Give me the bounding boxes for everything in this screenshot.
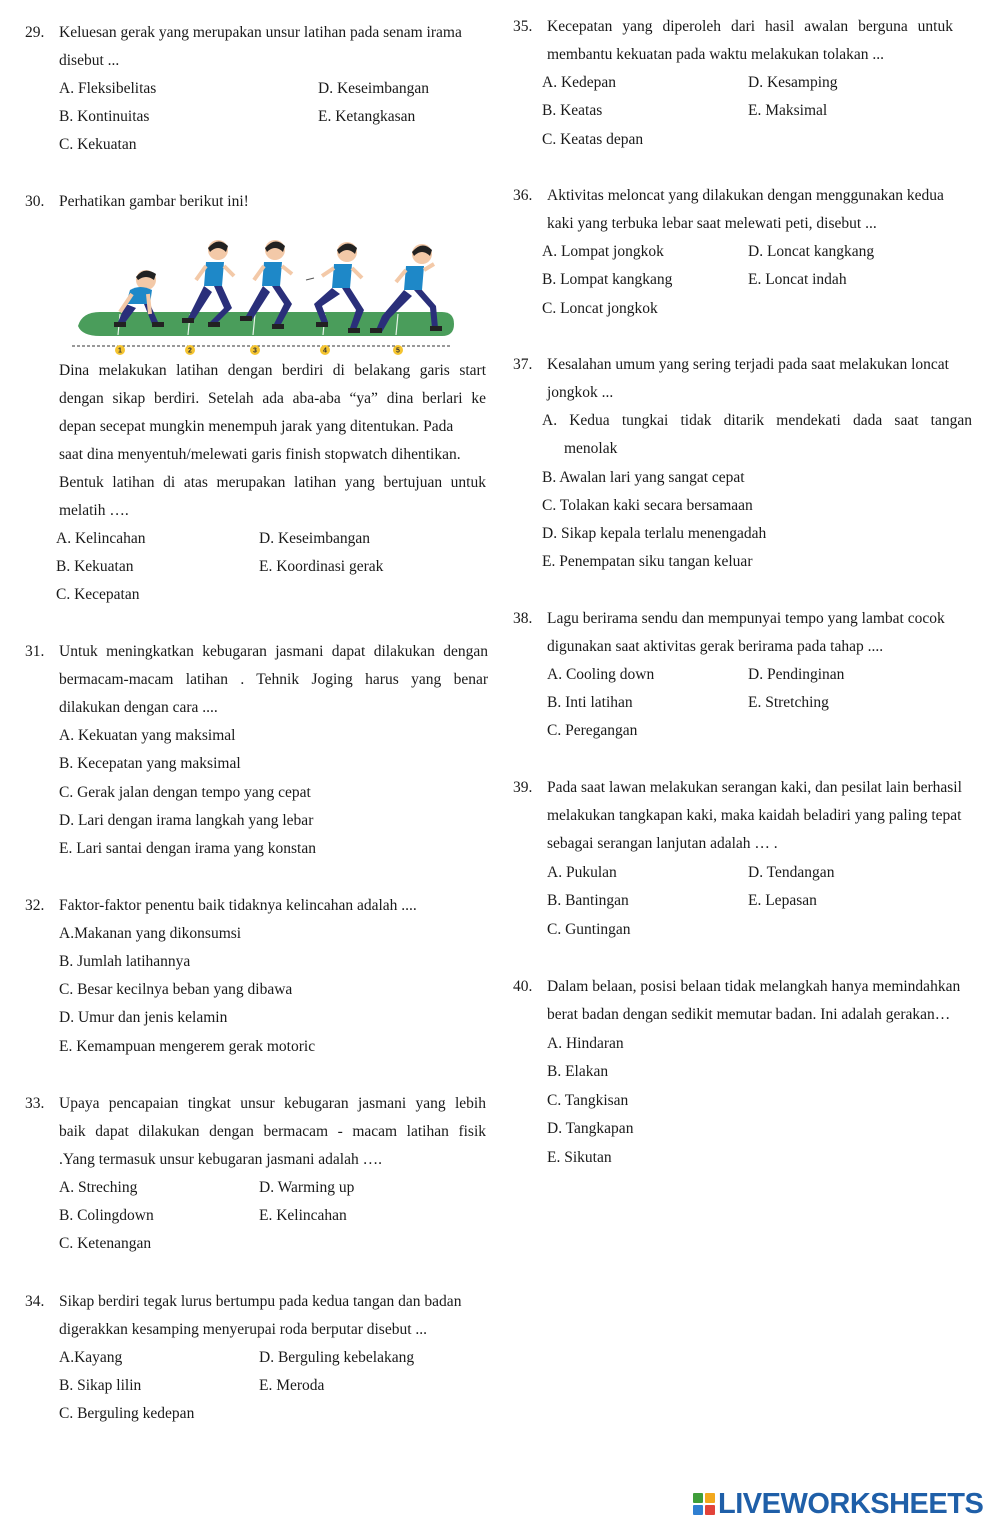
liveworksheets-logo [693, 1486, 983, 1522]
question-text-line: melakukan tangkapan kaki, maka kaidah beladiri yang paling tepat [547, 807, 962, 824]
option-e: E. Lepasan [748, 892, 817, 909]
option-d: D. Keseimbangan [318, 80, 430, 97]
option-c: C. Kekuatan [59, 136, 137, 153]
option-a: A. Kedua tungkai tidak ditarik mendekati dada saat tangan [542, 412, 972, 429]
question-number: 38. [513, 610, 533, 627]
option-c: C. Peregangan [547, 722, 638, 739]
question-number: 31. [25, 643, 45, 660]
option-a: A. Hindaran [547, 1035, 624, 1052]
logo-square [693, 1493, 703, 1503]
option-c: C. Ketenangan [59, 1235, 152, 1252]
question-number: 33. [25, 1095, 45, 1112]
question-text-line: Faktor-faktor penentu baik tidaknya kelincahan adalah .... [59, 897, 417, 914]
question-text-line: Kecepatan yang diperoleh dari hasil awalan berguna untuk [547, 18, 953, 35]
question-text-line: .Yang termasuk unsur kebugaran jasmani adalah …. [59, 1151, 382, 1168]
question-number: 39. [513, 779, 533, 796]
question-text-line: Aktivitas meloncat yang dilakukan dengan menggunakan kedua [547, 187, 944, 204]
question-number: 34. [25, 1293, 45, 1310]
option-e: E. Loncat indah [748, 271, 847, 288]
question-text-line: baik dapat dilakukan dengan bermacam - macam latihan fisik [59, 1123, 486, 1140]
option-a: A.Makanan yang dikonsumsi [59, 925, 242, 942]
option-b: B. Inti latihan [547, 694, 633, 711]
question-number: 37. [513, 356, 533, 373]
option-a: A.Kayang [59, 1349, 123, 1366]
option-b: B. Jumlah latihannya [59, 953, 191, 970]
option-e: E. Lari santai dengan irama yang konstan [59, 840, 316, 857]
option-e: E. Meroda [259, 1377, 325, 1394]
option-b: B. Colingdown [59, 1207, 154, 1224]
logo-grid-icon [693, 1493, 715, 1515]
option-e: E. Stretching [748, 694, 829, 711]
sprint-sequence-illustration [60, 232, 460, 356]
option-e: E. Sikutan [547, 1149, 612, 1166]
question-number: 35. [513, 18, 533, 35]
option-c: C. Loncat jongkok [542, 300, 658, 317]
option-c: C. Besar kecilnya beban yang dibawa [59, 981, 293, 998]
question-text-line: depan secepat mungkin menempuh jarak yang ditentukan. Pada [59, 418, 454, 435]
question-number: 40. [513, 978, 533, 995]
logo-square [693, 1505, 703, 1515]
question-text-line: disebut ... [59, 52, 120, 69]
question-text-line: membantu kekuatan pada waktu melakukan tolakan ... [547, 46, 885, 63]
option-d: D. Sikap kepala terlalu menengadah [542, 525, 767, 542]
option-a-continued: menolak [564, 440, 618, 457]
question-text-line: Dalam belaan, posisi belaan tidak melangkah hanya memindahkan [547, 978, 961, 995]
option-c: C. Gerak jalan dengan tempo yang cepat [59, 784, 311, 801]
marker-2: 2 [188, 347, 192, 355]
option-b: B. Kekuatan [56, 558, 134, 575]
option-a: A. Fleksibelitas [59, 80, 157, 97]
question-text-line: bermacam-macam latihan . Tehnik Joging harus yang benar [59, 671, 488, 688]
question-text-line: Upaya pencapaian tingkat unsur kebugaran jasmani yang lebih [59, 1095, 486, 1112]
option-c: C. Guntingan [547, 921, 631, 938]
option-e: E. Ketangkasan [318, 108, 416, 125]
option-b: B. Bantingan [547, 892, 629, 909]
option-a: A. Kekuatan yang maksimal [59, 727, 236, 744]
option-a: A. Cooling down [547, 666, 655, 683]
question-prompt: Perhatikan gambar berikut ini! [59, 193, 249, 210]
option-b: B. Keatas [542, 102, 603, 119]
logo-text: LIVEWORKSHEETS [718, 1487, 984, 1520]
option-e: E. Maksimal [748, 102, 828, 119]
option-a: A. Kelincahan [56, 530, 146, 547]
option-b: B. Kecepatan yang maksimal [59, 755, 241, 772]
question-number: 32. [25, 897, 45, 914]
option-b: B. Sikap lilin [59, 1377, 142, 1394]
question-text-line: kaki yang terbuka lebar saat melewati peti, disebut ... [547, 215, 877, 232]
option-a: A. Kedepan [542, 74, 617, 91]
question-number: 29. [25, 24, 45, 41]
question-number: 36. [513, 187, 533, 204]
question-text-line: berat badan dengan sedikit memutar badan. Ini adalah gerakan… [547, 1006, 951, 1023]
option-b: B. Elakan [547, 1063, 609, 1080]
option-d: D. Berguling kebelakang [259, 1349, 415, 1366]
option-a: A. Lompat jongkok [542, 243, 664, 260]
question-text-line: saat dina menyentuh/melewati garis finish stopwatch dihentikan. [59, 446, 461, 463]
marker-3: 3 [253, 347, 257, 355]
option-b: B. Awalan lari yang sangat cepat [542, 469, 745, 486]
option-c: C. Tolakan kaki secara bersamaan [542, 497, 753, 514]
question-text-line: sebagai serangan lanjutan adalah … . [547, 835, 778, 852]
question-text-line: digerakkan kesamping menyerupai roda berputar disebut ... [59, 1321, 428, 1338]
question-text-line: dilakukan dengan cara .... [59, 699, 218, 716]
question-text-line: digunakan saat aktivitas gerak berirama pada tahap .... [547, 638, 884, 655]
option-d: D. Tangkapan [547, 1120, 634, 1137]
question-text-line: Sikap berdiri tegak lurus bertumpu pada kedua tangan dan badan [59, 1293, 462, 1310]
option-d: D. Loncat kangkang [748, 243, 875, 260]
marker-1: 1 [118, 347, 122, 355]
option-a: A. Pukulan [547, 864, 617, 881]
option-c: C. Berguling kedepan [59, 1405, 195, 1422]
question-text-line: Pada saat lawan melakukan serangan kaki, dan pesilat lain berhasil [547, 779, 962, 796]
question-text-line: Keluesan gerak yang merupakan unsur latihan pada senam irama [59, 24, 462, 41]
marker-5: 5 [396, 347, 400, 355]
question-text-line: dengan sikap berdiri. Setelah ada aba-aba “ya” dina berlari ke [59, 390, 486, 407]
option-b: B. Kontinuitas [59, 108, 150, 125]
logo-square [705, 1505, 715, 1515]
option-d: D. Tendangan [748, 864, 835, 881]
option-c: C. Tangkisan [547, 1092, 629, 1109]
option-a: A. Streching [59, 1179, 138, 1196]
option-d: D. Umur dan jenis kelamin [59, 1009, 228, 1026]
option-e: E. Kemampuan mengerem gerak motoric [59, 1038, 316, 1055]
question-number: 30. [25, 193, 45, 210]
option-d: D. Keseimbangan [259, 530, 371, 547]
option-c: C. Keatas depan [542, 131, 644, 148]
marker-4: 4 [323, 347, 327, 355]
question-text-line: Kesalahan umum yang sering terjadi pada saat melakukan loncat [547, 356, 949, 373]
question-text-line: jongkok ... [547, 384, 614, 401]
option-e: E. Kelincahan [259, 1207, 347, 1224]
question-text-line: Dina melakukan latihan dengan berdiri di belakang garis start [59, 362, 486, 379]
question-text-line: Bentuk latihan di atas merupakan latihan yang bertujuan untuk [59, 474, 486, 491]
logo-square [705, 1493, 715, 1503]
option-b: B. Lompat kangkang [542, 271, 673, 288]
option-d: D. Lari dengan irama langkah yang lebar [59, 812, 314, 829]
option-d: D. Pendinginan [748, 666, 845, 683]
option-d: D. Kesamping [748, 74, 838, 91]
option-e: E. Penempatan siku tangan keluar [542, 553, 753, 570]
option-d: D. Warming up [259, 1179, 355, 1196]
option-e: E. Koordinasi gerak [259, 558, 384, 575]
question-text-line: melatih …. [59, 502, 129, 519]
question-text-line: Lagu berirama sendu dan mempunyai tempo yang lambat cocok [547, 610, 945, 627]
option-c: C. Kecepatan [56, 586, 140, 603]
question-text-line: Untuk meningkatkan kebugaran jasmani dapat dilakukan dengan [59, 643, 488, 660]
